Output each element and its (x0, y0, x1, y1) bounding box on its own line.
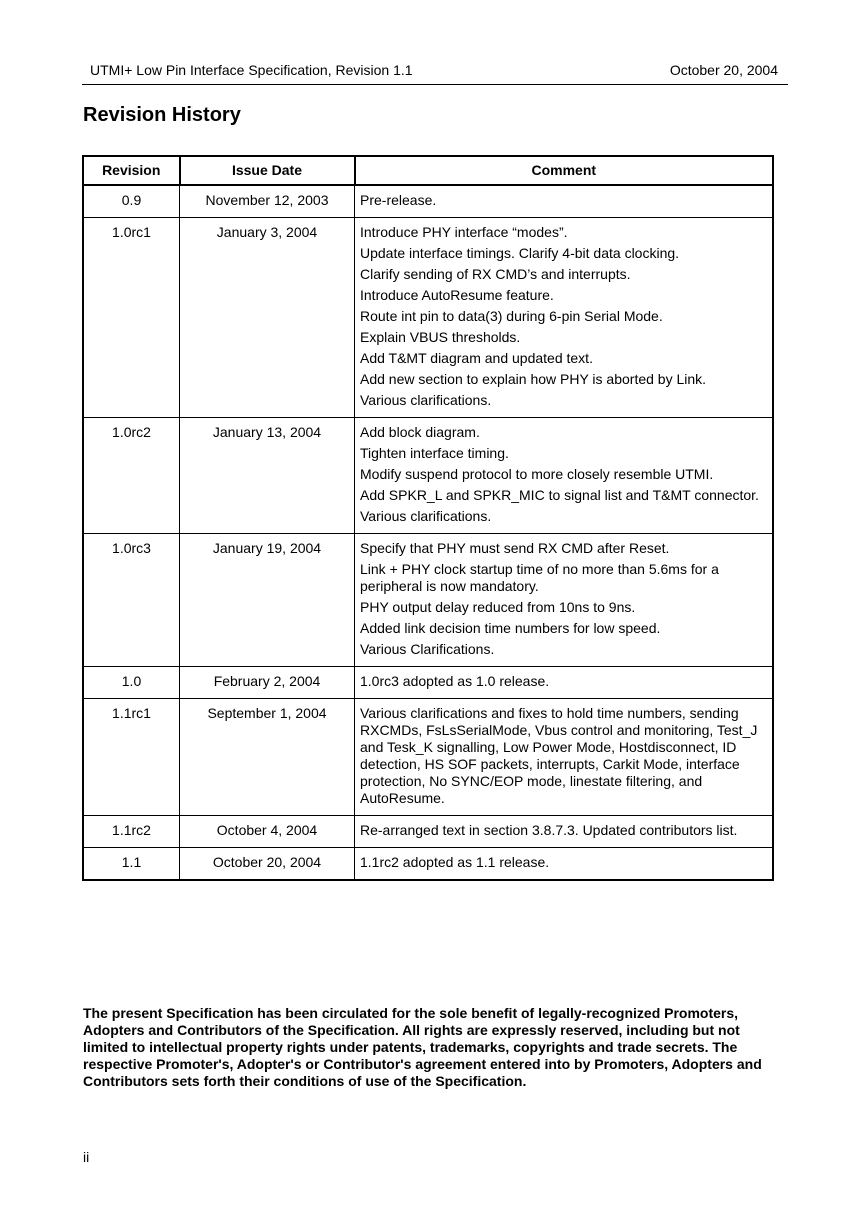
issue-date-cell: February 2, 2004 (180, 667, 355, 699)
table-row (83, 667, 773, 699)
comment-line: Link + PHY clock startup time of no more than 5.6ms for a peripheral is now mandatory. (360, 561, 719, 594)
table-row (83, 699, 773, 816)
comment-cell (355, 534, 774, 667)
table-row (83, 418, 773, 534)
comment-line: Re-arranged text in section 3.8.7.3. Updated contributors list. (360, 822, 738, 838)
issue-date-cell: October 4, 2004 (180, 816, 355, 848)
legal-notice: The present Specification has been circulated for the sole benefit of legally-recognized Promoters, Adopters and Contributors of the Specification. All rights are expressly reserved, including but not limited to intellectual property rights under patents, trademarks, copyrights and trade secrets. The respective Promoter's, Adopter's or Contributor's agreement entered into by Promoters, Adopters and Contributors sets forth their conditions of use of the Specification. (83, 1005, 762, 1089)
comment-line: Update interface timings. Clarify 4-bit data clocking. (360, 245, 680, 261)
header-date: October 20, 2004 (669, 62, 778, 78)
revision-cell: 1.1rc2 (83, 816, 180, 848)
table-row (83, 185, 773, 218)
comment-line: Introduce PHY interface “modes”. (360, 224, 568, 240)
comment-line: Clarify sending of RX CMD’s and interrupts. (360, 266, 631, 282)
comment-line: Various clarifications and fixes to hold time numbers, sending RXCMDs, FsLsSerialMode, Vbus control and monitoring, Test_J and Tesk_K signalling, Low Power Mode, Hostdisconnect, ID detection, HS SOF packets, interrupts, Carkit Mode, interface protection, No SYNC/EOP mode, linestate filtering, and AutoResume. (360, 705, 758, 806)
comment-cell (355, 667, 774, 699)
table-header-row (83, 156, 773, 185)
issue-date-cell: January 13, 2004 (180, 418, 355, 534)
column-header-comment: Comment (355, 156, 774, 185)
header-doc-title: UTMI+ Low Pin Interface Specification, Revision 1.1 (90, 62, 413, 78)
issue-date-cell: January 19, 2004 (180, 534, 355, 667)
column-header-issue-date: Issue Date (180, 156, 355, 185)
comment-line: Add SPKR_L and SPKR_MIC to signal list and T&MT connector. (360, 487, 759, 503)
comment-line: 1.1rc2 adopted as 1.1 release. (360, 854, 550, 870)
revision-history-table (82, 155, 774, 881)
comment-line: Add block diagram. (360, 424, 480, 440)
comment-cell (355, 218, 774, 418)
comment-line: Route int pin to data(3) during 6-pin Serial Mode. (360, 308, 663, 324)
comment-cell (355, 816, 774, 848)
comment-line: Add new section to explain how PHY is aborted by Link. (360, 371, 707, 387)
revision-cell: 1.1rc1 (83, 699, 180, 816)
revision-cell: 1.0rc3 (83, 534, 180, 667)
comment-line: Modify suspend protocol to more closely resemble UTMI. (360, 466, 714, 482)
table-row (83, 218, 773, 418)
issue-date-cell: November 12, 2003 (180, 185, 355, 218)
comment-line: Specify that PHY must send RX CMD after Reset. (360, 540, 670, 556)
page-header (82, 62, 788, 85)
column-header-revision: Revision (83, 156, 180, 185)
issue-date-cell: September 1, 2004 (180, 699, 355, 816)
table-row (83, 816, 773, 848)
comment-line: Various Clarifications. (360, 641, 495, 657)
revision-cell: 1.0rc1 (83, 218, 180, 418)
comment-line: Various clarifications. (360, 508, 492, 524)
comment-line: Tighten interface timing. (360, 445, 509, 461)
comment-line: Various clarifications. (360, 392, 492, 408)
comment-cell (355, 699, 774, 816)
comment-line: Added link decision time numbers for low speed. (360, 620, 661, 636)
comment-line: Add T&MT diagram and updated text. (360, 350, 593, 366)
table-row (83, 848, 773, 881)
section-title: Revision History (83, 104, 241, 126)
revision-cell: 0.9 (83, 185, 180, 218)
page-number: ii (83, 1149, 90, 1165)
comment-line: Pre-release. (360, 192, 437, 208)
revision-cell: 1.1 (83, 848, 180, 881)
comment-cell (355, 848, 774, 881)
comment-cell (355, 185, 774, 218)
table-row (83, 534, 773, 667)
comment-cell (355, 418, 774, 534)
comment-line: PHY output delay reduced from 10ns to 9ns. (360, 599, 636, 615)
comment-line: 1.0rc3 adopted as 1.0 release. (360, 673, 550, 689)
revision-cell: 1.0rc2 (83, 418, 180, 534)
issue-date-cell: January 3, 2004 (180, 218, 355, 418)
issue-date-cell: October 20, 2004 (180, 848, 355, 881)
comment-line: Introduce AutoResume feature. (360, 287, 554, 303)
comment-line: Explain VBUS thresholds. (360, 329, 521, 345)
table-body (83, 185, 773, 880)
revision-cell: 1.0 (83, 667, 180, 699)
